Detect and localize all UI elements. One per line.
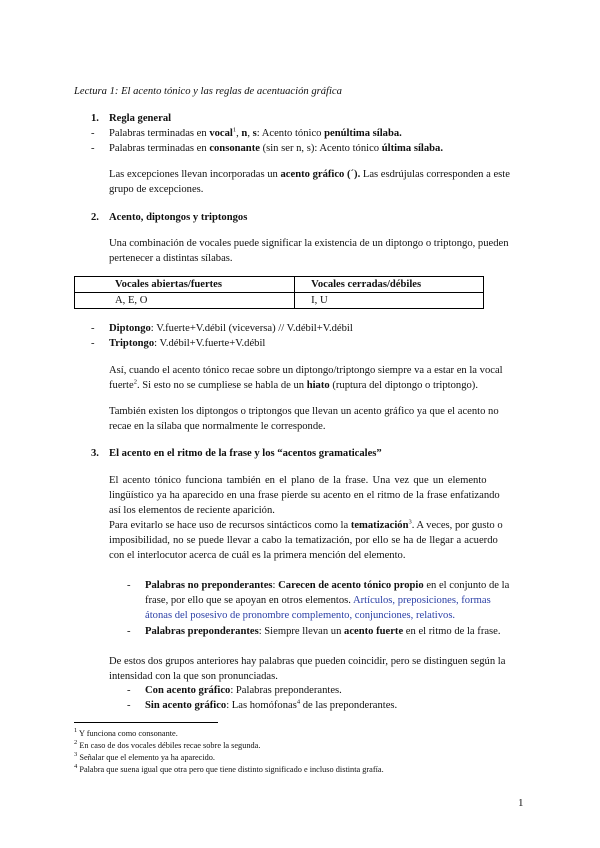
- graphic-accent-paragraph-line-1: También existen los diptongos o triptongos que llevan un acento gráfico ya que el acento no: [109, 406, 499, 417]
- non-preponderant-line-2: [145, 593, 491, 608]
- section-title: Acento, diptongos y triptongos: [109, 212, 248, 223]
- text: ,: [247, 128, 253, 139]
- footnote-1: [74, 728, 178, 739]
- term: Triptongo: [109, 338, 155, 349]
- text: (ruptura del diptongo o triptongo).: [329, 380, 478, 391]
- footnote-3: [74, 752, 215, 763]
- term: hiato: [306, 380, 330, 391]
- footnote-ref: 2: [133, 378, 137, 386]
- footnote-4: [74, 764, 384, 775]
- tematizacion-line-1: [109, 518, 503, 533]
- text-bold: acento fuerte: [344, 626, 404, 637]
- text-bold: Carecen de acento tónico propio: [278, 580, 424, 591]
- table-header-open-vowels: Vocales abiertas/fuertes: [75, 277, 295, 293]
- footnote-number: 2: [74, 739, 78, 747]
- section-number: 3.: [91, 448, 99, 459]
- bullet: -: [91, 128, 95, 139]
- section-2-heading: [91, 210, 247, 225]
- table-cell-open-vowels: A, E, O: [75, 293, 295, 309]
- rule-consonant-line: [91, 141, 443, 156]
- text-bold: n: [241, 128, 248, 139]
- footnote-number: 3: [74, 751, 78, 759]
- text-bold: penúltima sílaba.: [324, 128, 402, 139]
- table-cell-closed-vowels: I, U: [295, 293, 484, 309]
- text: : V.débil+V.fuerte+V.débil: [154, 338, 266, 349]
- text: : Siempre llevan un: [258, 626, 345, 637]
- term: Diptongo: [109, 323, 151, 334]
- term: Con acento gráfico: [145, 685, 231, 696]
- footnote-number: 1: [74, 727, 78, 735]
- intensity-paragraph-line-1: De estos dos grupos anteriores hay palabras que pueden coincidir, pero se distinguen según la: [109, 656, 506, 667]
- section-3-heading: [91, 446, 382, 461]
- text: . Si esto no se cumpliese se habla de un: [136, 380, 307, 391]
- exceptions-paragraph-line-2: grupo de excepciones.: [109, 184, 204, 195]
- footnote-text: Señalar que el elemento ya ha aparecido.: [77, 753, 216, 762]
- footnote-text: Palabra que suena igual que otra pero que tiene distinto significado e incluso distinta grafía.: [77, 765, 384, 774]
- tematizacion-line-3: con el interlocutor acerca de cuál es la primera mención del elemento.: [109, 550, 406, 561]
- text: Para evitarlo se hace uso de recursos sintácticos como la: [109, 520, 351, 531]
- bullet: -: [91, 323, 95, 334]
- footnote-number: 4: [74, 763, 78, 771]
- intensity-paragraph-line-2: intensidad con la que son pronunciadas.: [109, 671, 278, 682]
- without-accent-line: [127, 698, 397, 713]
- rule-vowel-line: [91, 126, 402, 141]
- diphthong-intro-line-1: Una combinación de vocales puede significar la existencia de un diptongo o triptongo, pueden: [109, 238, 509, 249]
- text: . A veces, por gusto o: [411, 520, 503, 531]
- table-header-row: [75, 277, 484, 293]
- text: frase, por ello que se apoyan en otros elementos.: [145, 595, 353, 606]
- document-title: Lectura 1: El acento tónico y las reglas de acentuación gráfica: [74, 86, 342, 97]
- with-accent-line: [127, 683, 342, 698]
- table-row: [75, 293, 484, 309]
- bullet: -: [127, 626, 131, 637]
- text: en el ritmo de la frase.: [403, 626, 501, 637]
- diptongo-definition: [91, 321, 353, 336]
- page-number: 1: [518, 797, 524, 809]
- footnote-2: [74, 740, 260, 751]
- vowels-table: [74, 276, 484, 309]
- text: en el conjunto de la: [423, 580, 510, 591]
- text: Palabras terminadas en: [109, 143, 210, 154]
- text: de las preponderantes.: [300, 700, 398, 711]
- term: Palabras preponderantes: [145, 626, 259, 637]
- text: : Las homófonas: [226, 700, 297, 711]
- term: tematización: [350, 520, 409, 531]
- text-blue: Artículos, preposiciones, formas: [353, 595, 491, 606]
- hiato-paragraph-line-1: Así, cuando el acento tónico recae sobre un diptongo/triptongo siempre va a estar en la vocal: [109, 365, 503, 376]
- hiato-paragraph-line-2: [109, 378, 478, 393]
- tematizacion-line-2: imposibilidad, no se puede llevar a cabo la tematización, por ello se ha de llegar a acuerdo: [109, 535, 498, 546]
- text-bold: última sílaba.: [381, 143, 443, 154]
- footnote-ref: 4: [296, 698, 301, 706]
- text: fuerte: [109, 380, 134, 391]
- footnote-ref: 1: [232, 126, 237, 134]
- diphthong-intro-line-2: pertenecer a distintas sílabas.: [109, 253, 233, 264]
- non-preponderant-line-1: [127, 578, 509, 593]
- section-title: El acento en el ritmo de la frase y los “acentos gramaticales”: [109, 448, 382, 459]
- graphic-accent-paragraph-line-2: recae en la sílaba que normalmente le corresponde.: [109, 421, 326, 432]
- bullet: -: [127, 685, 131, 696]
- text: ,: [236, 128, 242, 139]
- table-header-closed-vowels: Vocales cerradas/débiles: [295, 277, 484, 293]
- bullet: -: [91, 143, 95, 154]
- phrase-accent-line-1: El acento tónico funciona también en el plano de la frase. Una vez que un elemento: [109, 475, 487, 486]
- section-number: 1.: [91, 113, 99, 124]
- bullet: -: [127, 580, 131, 591]
- text: : Palabras preponderantes.: [230, 685, 342, 696]
- non-preponderant-line-3: átonas del posesivo de pronombre complemento, conjunciones, relativos.: [145, 610, 456, 621]
- text: Las excepciones llevan incorporadas un: [109, 169, 281, 180]
- text: (sin ser n, s): Acento tónico: [259, 143, 382, 154]
- section-title: Regla general: [109, 113, 172, 124]
- bullet: -: [91, 338, 95, 349]
- term: Sin acento gráfico: [145, 700, 227, 711]
- text-bold: vocal: [209, 128, 233, 139]
- phrase-accent-line-2: lingüístico ya ha aparecido en una frase pierde su acento en el ritmo de la frase enfatizando: [109, 490, 500, 501]
- text-bold: s: [252, 128, 257, 139]
- term: Palabras no preponderantes: [145, 580, 273, 591]
- text-bold: consonante: [209, 143, 260, 154]
- text: :: [272, 580, 279, 591]
- section-1-heading: [91, 111, 171, 126]
- phrase-accent-line-3: así los elementos de reciente aparición.: [109, 505, 275, 516]
- text: Palabras terminadas en: [109, 128, 210, 139]
- footnote-text: En caso de dos vocales débiles recae sobre la segunda.: [77, 741, 261, 750]
- text-bold: acento gráfico (´).: [280, 169, 361, 180]
- text: : V.fuerte+V.débil (viceversa) // V.débil+V.débil: [150, 323, 353, 334]
- text: : Acento tónico: [256, 128, 325, 139]
- exceptions-paragraph-line-1: [109, 167, 510, 182]
- footnote-ref: 3: [408, 518, 412, 526]
- section-number: 2.: [91, 212, 99, 223]
- triptongo-definition: [91, 336, 265, 351]
- preponderant-line: [127, 624, 501, 639]
- footnote-separator: [74, 722, 218, 723]
- footnote-text: Y funciona como consonante.: [77, 729, 178, 738]
- text: Las esdrújulas corresponden a este: [360, 169, 510, 180]
- bullet: -: [127, 700, 131, 711]
